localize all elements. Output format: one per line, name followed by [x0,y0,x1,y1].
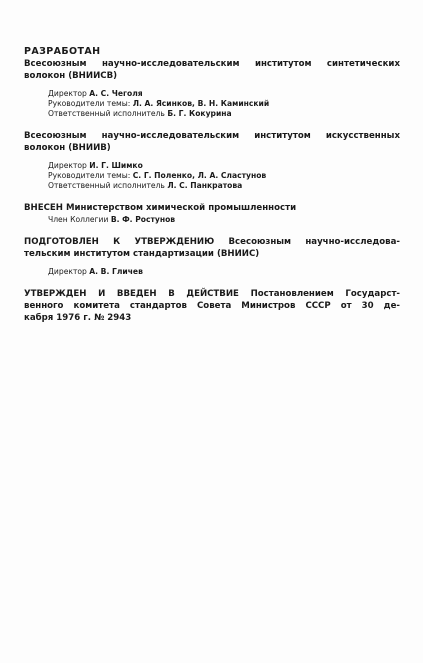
prepared-section [24,236,400,277]
approved-section [24,288,400,324]
org1-line1: Всесоюзным научно-исследовательским институтом синтетических [24,59,400,69]
staff-name: Б. Г. Кокурина [167,109,232,118]
org2-line1: Всесоюзным научно-исследовательским институтом искусственных [24,131,400,141]
prepared-line1 [24,236,400,248]
introduced-text: Министерством химической промышленности [65,203,297,213]
staff-role: Ответственный исполнитель [48,181,165,190]
approved-line2: венного комитета стандартов Совета Министров СССР от 30 де- [24,301,400,311]
introduced-label: ВНЕСЕН [24,203,63,213]
staff-role: Член Коллегии [48,215,109,224]
staff-name: А. В. Гличев [89,267,143,276]
approved-line3: кабря 1976 г. № 2943 [24,313,132,323]
staff-role: Директор [48,267,87,276]
staff-role: Руководители темы: [48,171,131,180]
org1-executor [48,109,400,119]
staff-name: С. Г. Поленко, Л. А. Сластунов [132,171,267,180]
org2-line2: волокон (ВНИИВ) [24,143,111,153]
org2-leaders [48,171,400,181]
introduced-member [48,215,400,225]
staff-name: В. Ф. Ростунов [110,215,176,224]
approved-text: Постановлением Государст- [250,289,400,299]
org2-staff [24,161,400,191]
staff-role: Ответственный исполнитель [48,109,165,118]
approved-line1 [24,288,400,300]
prepared-director [48,267,400,277]
introduced-staff [24,215,400,225]
staff-role: Директор [48,89,87,98]
org1-director [48,89,400,99]
staff-role: Руководители темы: [48,99,131,108]
introduced-line [24,202,400,214]
developer-org-2 [24,130,400,191]
staff-name: Л. А. Ясинков, В. Н. Каминский [132,99,270,108]
org2-director [48,161,400,171]
prepared-label: ПОДГОТОВЛЕН К УТВЕРЖДЕНИЮ [24,237,215,247]
introduced-section [24,202,400,225]
org1-leaders [48,99,400,109]
document-content [24,46,400,328]
org1-line2: волокон (ВНИИСВ) [24,71,118,81]
prepared-staff [24,267,400,277]
prepared-line2: тельским институтом стандартизации (ВНИИС) [24,249,260,259]
developer-org-1 [24,58,400,119]
staff-name: И. Г. Шимко [89,161,143,170]
staff-role: Директор [48,161,87,170]
staff-name: Л. С. Панкратова [167,181,243,190]
approved-label: УТВЕРЖДЕН И ВВЕДЕН В ДЕЙСТВИЕ [24,289,239,299]
prepared-text: Всесоюзным научно-исследова- [228,237,400,247]
developed-heading: РАЗРАБОТАН [24,46,101,57]
staff-name: А. С. Чеголя [89,89,143,98]
org2-executor [48,181,400,191]
org1-staff [24,89,400,119]
